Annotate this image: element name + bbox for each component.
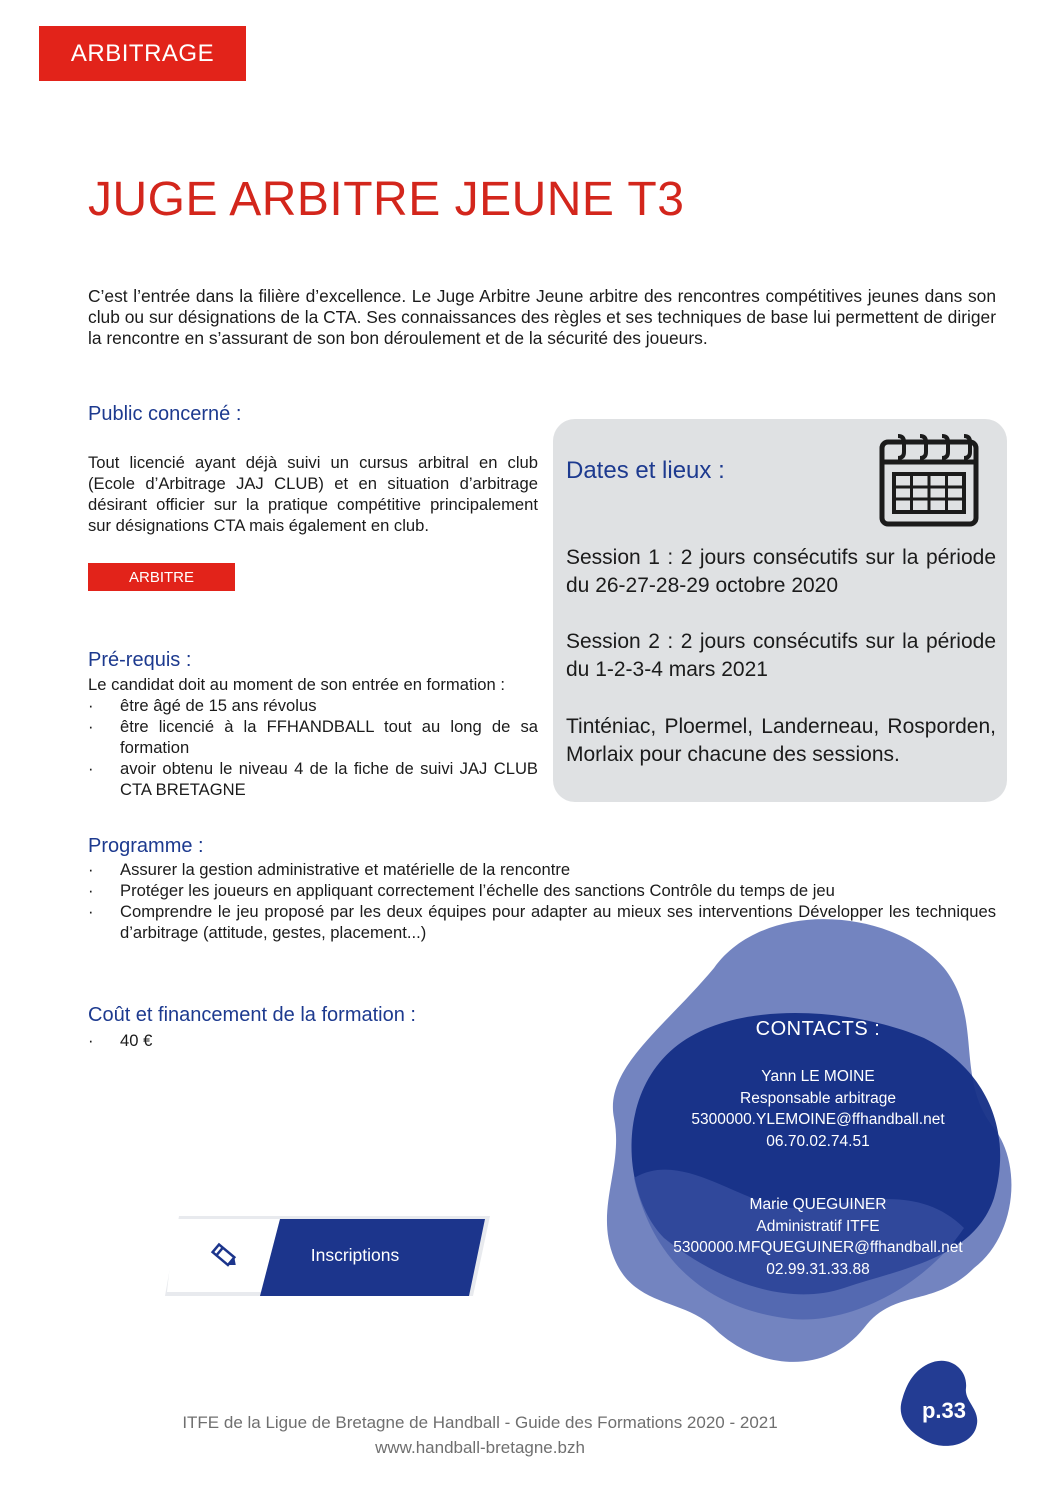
contact-role: Administratif ITFE (756, 1217, 880, 1235)
contact-card (600, 1066, 1036, 1152)
section-tag: ARBITRAGE (39, 26, 246, 81)
contact-phone: 02.99.31.33.88 (766, 1260, 870, 1278)
contact-name: Marie QUEGUINER (749, 1196, 887, 1213)
intro-paragraph: C’est l’entrée dans la filière d’excellence. Le Juge Arbitre Jeune arbitre des rencontres compétitives jeunes dans son club ou sur désignations de la CTA. Ses connaissances des règles et ses techniques de base lui permettent de diriger la rencontre en s’assurant de son bon déroulement et de la sécurité des joueurs. (88, 286, 996, 348)
footer-url[interactable]: www.handball-bretagne.bzh (375, 1438, 585, 1457)
list-item: · Comprendre le jeu proposé par les deux équipes pour adapter au mieux ses interventions Développer les techniques d’arbitrage (attitude, gestes, placement...) (88, 901, 996, 943)
prerequis-heading: Pré-requis : (88, 649, 192, 671)
contact-email[interactable]: 5300000.YLEMOINE@ffhandball.net (691, 1111, 945, 1128)
pencil-icon (210, 1241, 240, 1271)
arbitre-badge: ARBITRE (88, 563, 235, 591)
session-1: Session 1 : 2 jours consécutifs sur la période du 26-27-28-29 octobre 2020 (566, 546, 996, 597)
contacts-heading: CONTACTS : (755, 1018, 881, 1040)
calendar-icon (876, 428, 982, 530)
cout-heading: Coût et financement de la formation : (88, 1004, 416, 1026)
cout-section (88, 1030, 388, 1051)
session-2: Session 2 : 2 jours consécutifs sur la période du 1-2-3-4 mars 2021 (566, 630, 996, 681)
prerequis-section (88, 674, 538, 800)
lieux: Tinténiac, Ploermel, Landerneau, Rosporden, Morlaix pour chacune des sessions. (566, 715, 996, 766)
inscriptions-label[interactable]: Inscriptions (310, 1245, 400, 1265)
list-item: · 40 € (88, 1030, 388, 1051)
page-number: p.33 (921, 1398, 967, 1423)
programme-heading: Programme : (88, 835, 204, 857)
public-heading: Public concerné : (88, 403, 242, 425)
list-item: · être licencié à la FFHANDBALL tout au long de sa formation (88, 716, 538, 758)
list-item: · Protéger les joueurs en appliquant correctement l’échelle des sanctions Contrôle du temps de jeu (88, 880, 996, 901)
prerequis-list (88, 695, 538, 800)
list-item: · être âgé de 15 ans révolus (88, 695, 538, 716)
page-title: JUGE ARBITRE JEUNE T3 (88, 173, 685, 226)
dates-heading: Dates et lieux : (566, 457, 725, 484)
footer-line-1: ITFE de la Ligue de Bretagne de Handball - Guide des Formations 2020 - 2021 (182, 1413, 778, 1432)
contact-name: Yann LE MOINE (761, 1068, 875, 1085)
list-item: · Assurer la gestion administrative et matérielle de la rencontre (88, 859, 996, 880)
contact-role: Responsable arbitrage (740, 1089, 896, 1107)
cout-list (88, 1030, 388, 1051)
contact-email[interactable]: 5300000.MFQUEGUINER@ffhandball.net (673, 1239, 963, 1256)
prerequis-lead: Le candidat doit au moment de son entrée en formation : (88, 675, 505, 694)
contact-card (600, 1194, 1036, 1280)
contact-phone: 06.70.02.74.51 (766, 1132, 870, 1150)
public-text: Tout licencié ayant déjà suivi un cursus arbitral en club (Ecole d’Arbitrage JAJ CLUB) et en situation d’arbitrage désirant officier sur la pratique compétitive principalement sur désignations CTA mais également en club. (88, 453, 538, 535)
list-item: · avoir obtenu le niveau 4 de la fiche de suivi JAJ CLUB CTA BRETAGNE (88, 758, 538, 800)
